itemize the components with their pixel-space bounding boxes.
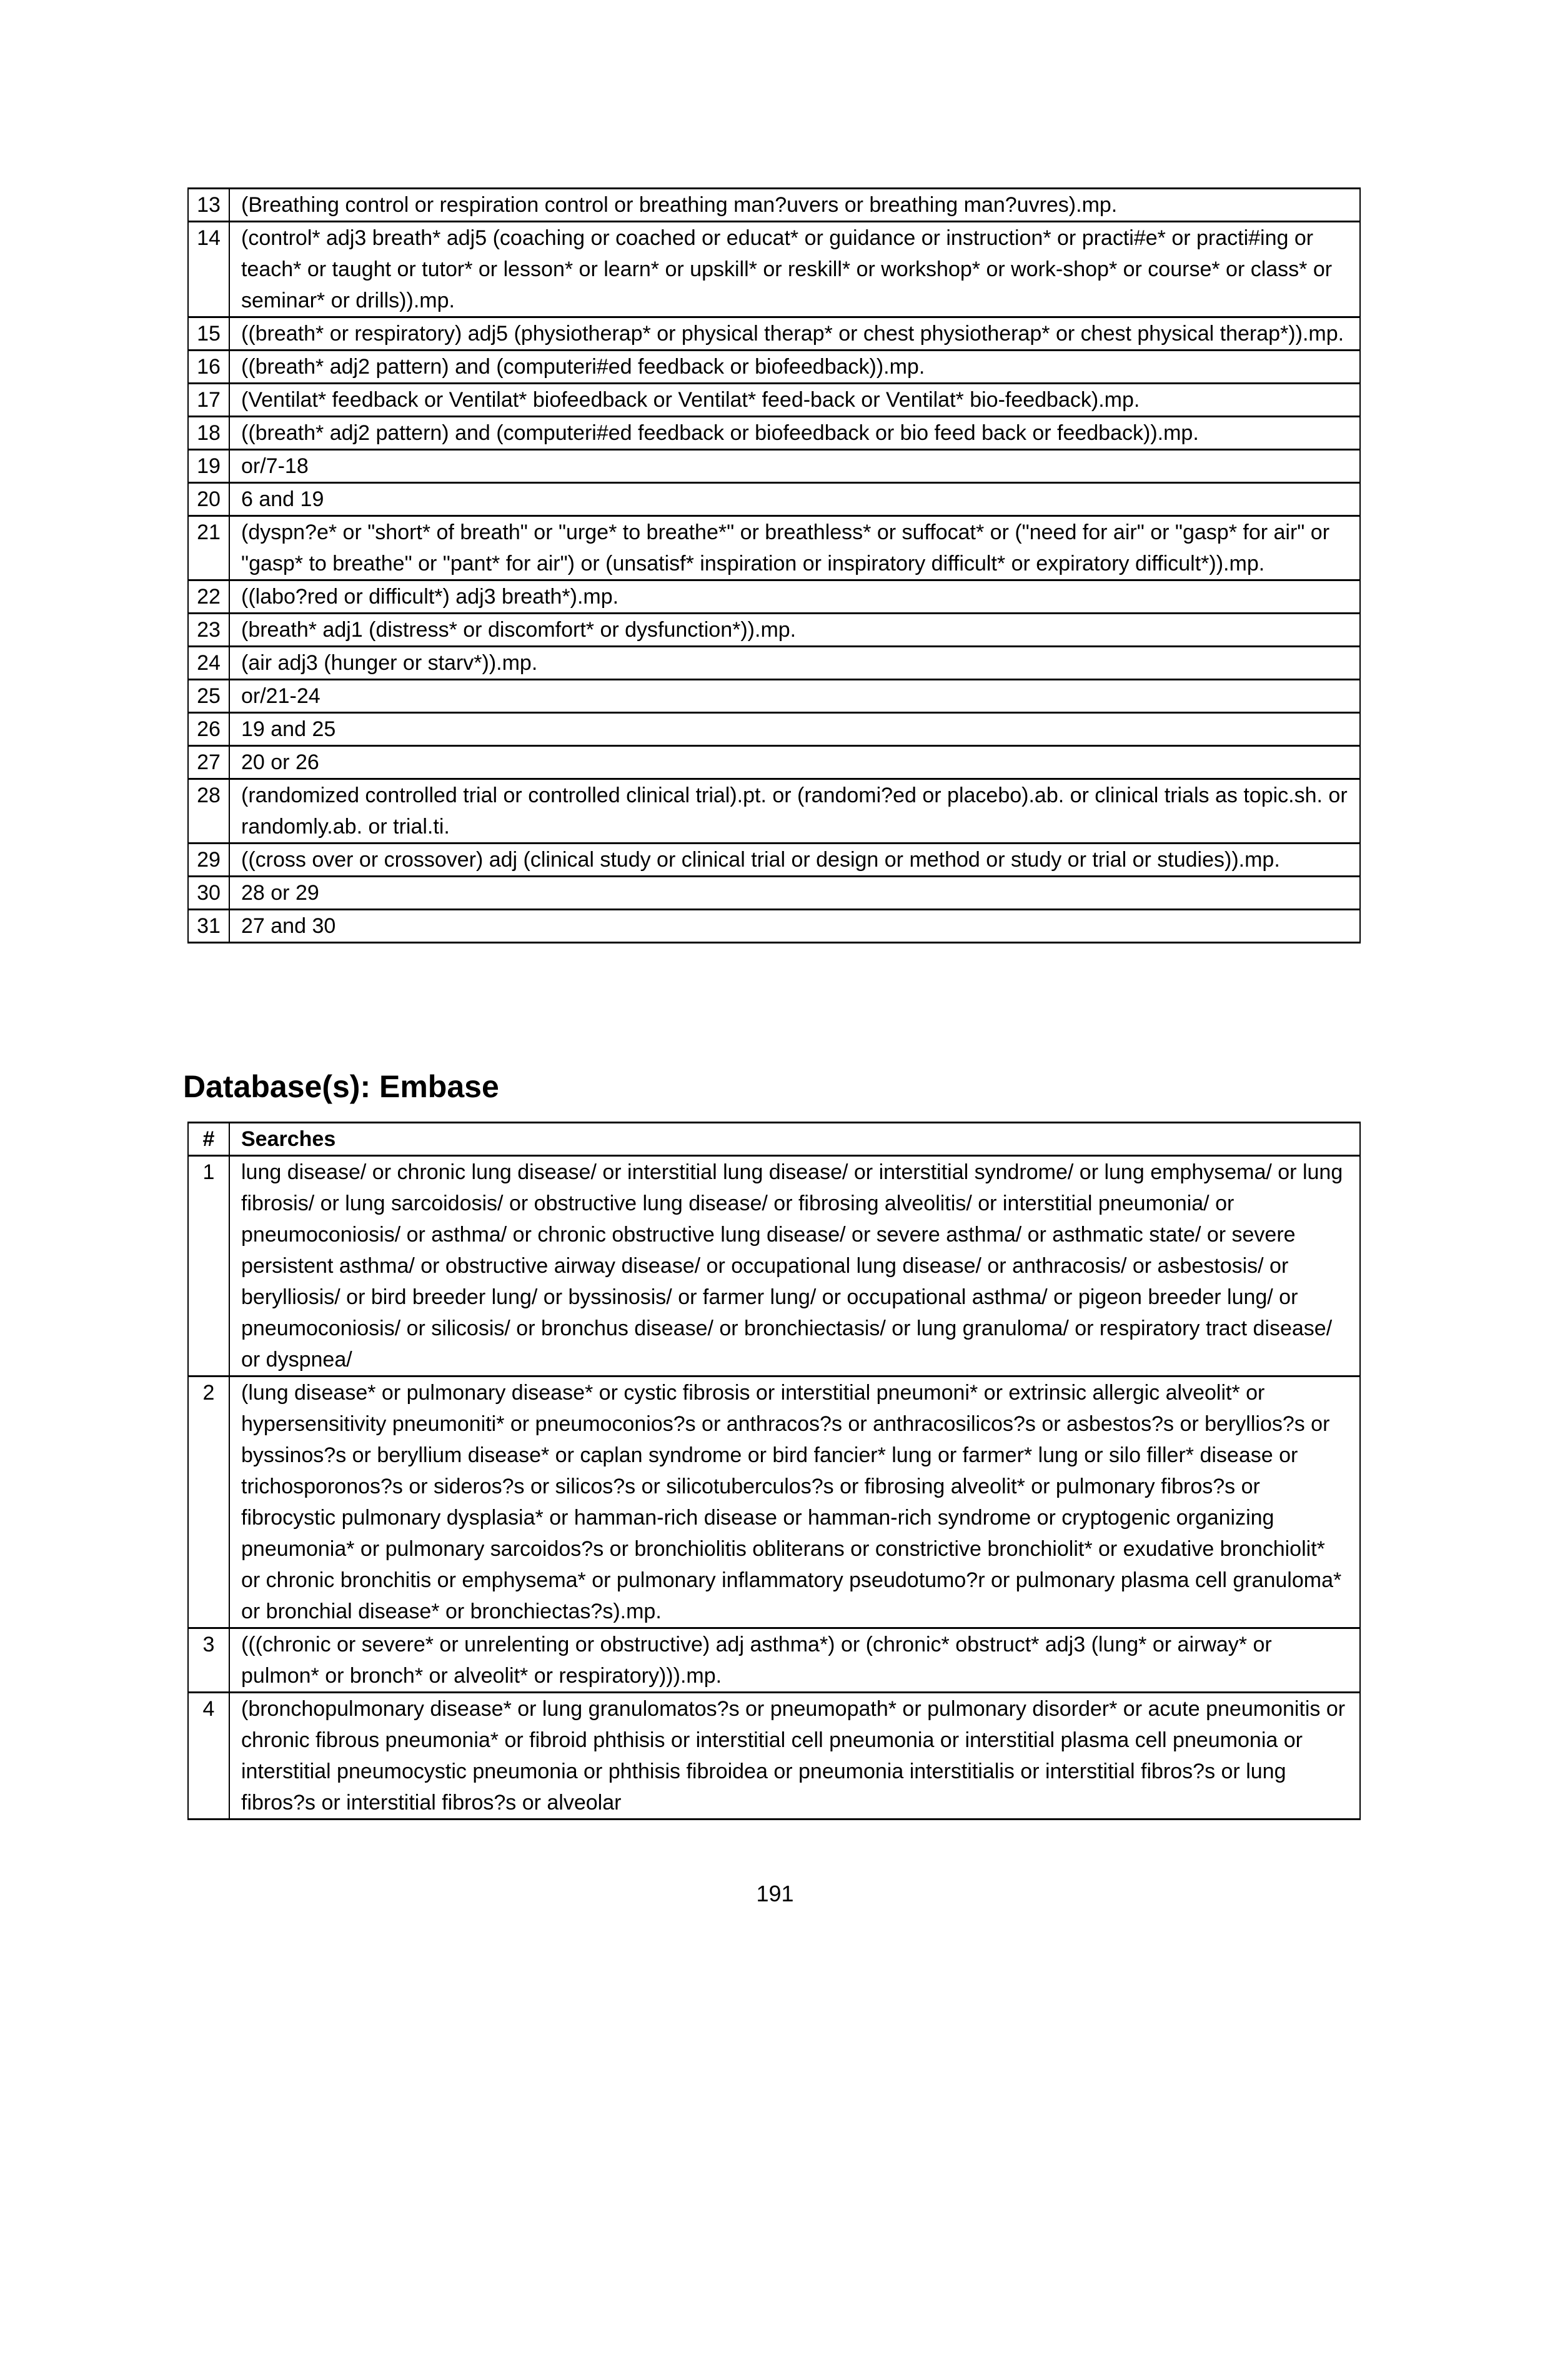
- search-row-number: 30: [188, 877, 229, 910]
- embase-search-table-body: [188, 1156, 1360, 1820]
- search-row: [188, 222, 1360, 317]
- search-row-number: 23: [188, 614, 229, 647]
- search-row: [188, 450, 1360, 483]
- search-query-text: (control* adj3 breath* adj5 (coaching or coached or educat* or guidance or instruction* or practi#e* or practi#ing or teach* or taught or tutor* or lesson* or learn* or upskill* or reskill* or workshop* or work-shop* or course* or class* or seminar* or drills)).mp.: [229, 222, 1360, 317]
- search-row-number: 22: [188, 580, 229, 614]
- search-row-number: 15: [188, 317, 229, 351]
- search-query-text: (dyspn?e* or "short* of breath" or "urge* to breathe*" or breathless* or suffocat* or ("need for air" or "gasp* for air" or "gasp* to breathe" or "pant* for air") or (unsatisf* inspiration or inspiratory difficult* or expiratory difficult*)).mp.: [229, 516, 1360, 580]
- search-query-text: or/7-18: [229, 450, 1360, 483]
- search-row: [188, 189, 1360, 222]
- search-row: [188, 614, 1360, 647]
- search-row: [188, 483, 1360, 516]
- search-query-text: 19 and 25: [229, 713, 1360, 746]
- search-row-number: 3: [188, 1628, 229, 1693]
- search-row-number: 18: [188, 417, 229, 450]
- search-row-number: 26: [188, 713, 229, 746]
- embase-search-table-head: [188, 1123, 1360, 1156]
- search-query-text: (air adj3 (hunger or starv*)).mp.: [229, 647, 1360, 680]
- search-row: [188, 1628, 1360, 1693]
- search-query-text: (Ventilat* feedback or Ventilat* biofeedback or Ventilat* feed-back or Ventilat* bio-feedback).mp.: [229, 384, 1360, 417]
- search-query-text: ((cross over or crossover) adj (clinical study or clinical trial or design or method or study or trial or studies)).mp.: [229, 844, 1360, 877]
- search-query-text: 20 or 26: [229, 746, 1360, 779]
- search-query-text: ((labo?red or difficult*) adj3 breath*).mp.: [229, 580, 1360, 614]
- embase-database-heading: Database(s): Embase: [183, 1069, 499, 1104]
- search-row: [188, 746, 1360, 779]
- search-query-text: (Breathing control or respiration control or breathing man?uvers or breathing man?uvres).mp.: [229, 189, 1360, 222]
- search-query-text: (randomized controlled trial or controlled clinical trial).pt. or (randomi?ed or placebo).ab. or clinical trials as topic.sh. or randomly.ab. or trial.ti.: [229, 779, 1360, 844]
- search-row-number: 13: [188, 189, 229, 222]
- search-row: [188, 1377, 1360, 1628]
- search-row: [188, 779, 1360, 844]
- search-row-number: 4: [188, 1693, 229, 1820]
- search-row-number: 14: [188, 222, 229, 317]
- search-row-number: 31: [188, 910, 229, 943]
- embase-search-table: [187, 1122, 1361, 1820]
- search-row-number: 27: [188, 746, 229, 779]
- search-row: [188, 844, 1360, 877]
- search-row-number: 16: [188, 351, 229, 384]
- searches-column-header: Searches: [229, 1123, 1360, 1156]
- search-row-number: 24: [188, 647, 229, 680]
- search-row-number: 25: [188, 680, 229, 713]
- search-row: [188, 417, 1360, 450]
- search-row-number: 21: [188, 516, 229, 580]
- search-row: [188, 516, 1360, 580]
- search-row-number: 28: [188, 779, 229, 844]
- number-column-header: #: [188, 1123, 229, 1156]
- search-row: [188, 910, 1360, 943]
- search-row: [188, 351, 1360, 384]
- page-number: 191: [756, 1881, 794, 1906]
- search-row: [188, 1693, 1360, 1820]
- search-row: [188, 680, 1360, 713]
- search-row-number: 19: [188, 450, 229, 483]
- search-query-text: ((breath* adj2 pattern) and (computeri#ed feedback or biofeedback or bio feed back or feedback)).mp.: [229, 417, 1360, 450]
- search-row-number: 20: [188, 483, 229, 516]
- embase-header-row: [188, 1123, 1360, 1156]
- search-row: [188, 713, 1360, 746]
- search-row: [188, 384, 1360, 417]
- search-query-text: (((chronic or severe* or unrelenting or obstructive) adj asthma*) or (chronic* obstruct* adj3 (lung* or airway* or pulmon* or bronch* or alveolit* or respiratory))).mp.: [229, 1628, 1360, 1693]
- search-query-text: ((breath* adj2 pattern) and (computeri#ed feedback or biofeedback)).mp.: [229, 351, 1360, 384]
- search-row-number: 17: [188, 384, 229, 417]
- search-query-text: (breath* adj1 (distress* or discomfort* or dysfunction*)).mp.: [229, 614, 1360, 647]
- medline-search-table: [187, 187, 1361, 944]
- search-row: [188, 647, 1360, 680]
- search-row-number: 1: [188, 1156, 229, 1377]
- search-query-text: or/21-24: [229, 680, 1360, 713]
- document-page: [0, 187, 1550, 2380]
- search-row: [188, 1156, 1360, 1377]
- search-query-text: 27 and 30: [229, 910, 1360, 943]
- search-row: [188, 580, 1360, 614]
- search-query-text: (bronchopulmonary disease* or lung granulomatos?s or pneumopath* or pulmonary disorder* or acute pneumonitis or chronic fibrous pneumonia* or fibroid phthisis or interstitial cell pneumonia or interstitial plasma cell pneumonia or interstitial pneumocystic pneumonia or phthisis fibroidea or pneumonia interstitialis or interstitial fibros?s or lung fibros?s or interstitial fibros?s or alveolar: [229, 1693, 1360, 1820]
- search-query-text: 6 and 19: [229, 483, 1360, 516]
- search-query-text: lung disease/ or chronic lung disease/ or interstitial lung disease/ or interstitial syndrome/ or lung emphysema/ or lung fibrosis/ or lung sarcoidosis/ or obstructive lung disease/ or fibrosing alveolitis/ or interstitial pneumonia/ or pneumoconiosis/ or asthma/ or chronic obstructive lung disease/ or severe asthma/ or asthmatic state/ or severe persistent asthma/ or obstructive airway disease/ or occupational lung disease/ or anthracosis/ or asbestosis/ or berylliosis/ or bird breeder lung/ or byssinosis/ or farmer lung/ or occupational asthma/ or pigeon breeder lung/ or pneumoconiosis/ or silicosis/ or bronchus disease/ or bronchiectasis/ or lung granuloma/ or respiratory tract disease/ or dyspnea/: [229, 1156, 1360, 1377]
- search-row: [188, 317, 1360, 351]
- search-row: [188, 877, 1360, 910]
- search-query-text: (lung disease* or pulmonary disease* or cystic fibrosis or interstitial pneumoni* or extrinsic allergic alveolit* or hypersensitivity pneumoniti* or pneumoconios?s or anthracos?s or anthracosilicos?s or asbestos?s or beryllios?s or byssinos?s or beryllium disease* or caplan syndrome or bird fancier* lung or farmer* lung or silo filler* disease or trichosporonos?s or sideros?s or silicos?s or silicotuberculos?s or fibrosing alveolit* or pulmonary fibros?s or fibrocystic pulmonary dysplasia* or hamman-rich disease or hamman-rich syndrome or cryptogenic organizing pneumonia* or pulmonary sarcoidos?s or bronchiolitis obliterans or constrictive bronchiolit* or exudative bronchiolit* or chronic bronchitis or emphysema* or pulmonary inflammatory pseudotumo?r or pulmonary plasma cell granuloma* or bronchial disease* or bronchiectas?s).mp.: [229, 1377, 1360, 1628]
- search-row-number: 29: [188, 844, 229, 877]
- search-query-text: ((breath* or respiratory) adj5 (physiotherap* or physical therap* or chest physiotherap* or chest physical therap*)).mp.: [229, 317, 1360, 351]
- medline-search-table-body: [188, 189, 1360, 943]
- search-row-number: 2: [188, 1377, 229, 1628]
- search-query-text: 28 or 29: [229, 877, 1360, 910]
